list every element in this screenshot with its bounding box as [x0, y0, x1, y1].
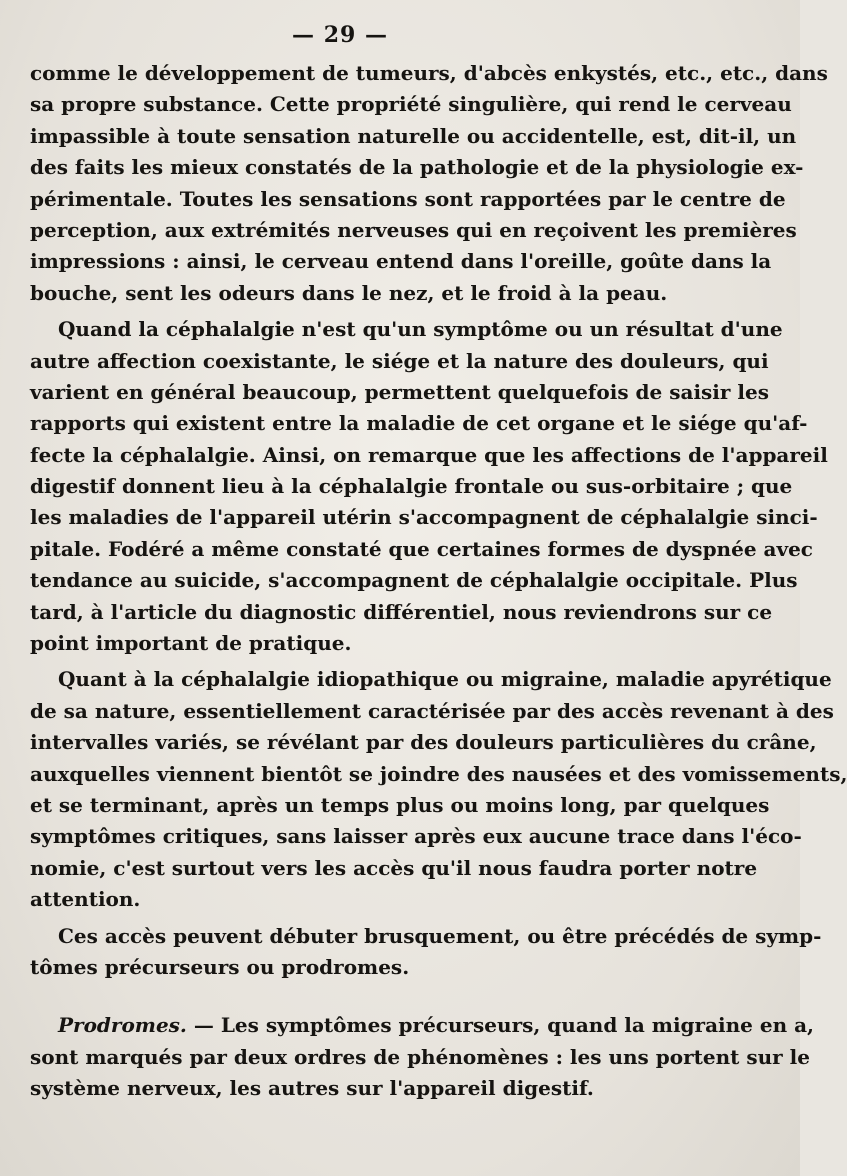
- paragraph-prodromes: [30, 1010, 814, 1104]
- text-line: pitale. Fodéré a même constaté que certaines formes de dyspnée avec: [30, 536, 813, 561]
- text-line: tômes précurseurs ou prodromes.: [30, 954, 410, 979]
- prodromes-first-line: — Les symptômes précurseurs, quand la migraine en a,: [186, 1013, 814, 1038]
- text-line: système nerveux, les autres sur l'appareil digestif.: [30, 1076, 594, 1101]
- text-line: fecte la céphalalgie. Ainsi, on remarque que les affections de l'appareil: [30, 442, 828, 467]
- text-line: digestif donnent lieu à la céphalalgie frontale ou sus-orbitaire ; que: [30, 474, 793, 499]
- text-line: bouche, sent les odeurs dans le nez, et le froid à la peau.: [30, 280, 668, 305]
- text-line: sa propre substance. Cette propriété singulière, qui rend le cerveau: [30, 92, 792, 117]
- paragraph-4: [30, 921, 822, 984]
- paragraph-1: [30, 58, 828, 309]
- text-line: Ces accès peuvent débuter brusquement, ou être précédés de symp-: [58, 923, 822, 948]
- text-line: attention.: [30, 887, 141, 912]
- text-line: Quand la céphalalgie n'est qu'un symptôme ou un résultat d'une: [58, 317, 783, 342]
- text-line: autre affection coexistante, le siége et la nature des douleurs, qui: [30, 348, 769, 373]
- text-line: impressions : ainsi, le cerveau entend dans l'oreille, goûte dans la: [30, 249, 772, 274]
- text-line: intervalles variés, se révélant par des douleurs particulières du crâne,: [30, 730, 817, 755]
- paragraph-3: [30, 664, 847, 915]
- paragraph-gap: [30, 988, 670, 1010]
- text-line: auxquelles viennent bientôt se joindre des nausées et des vomissements,: [30, 761, 847, 786]
- text-line: symptômes critiques, sans laisser après eux aucune trace dans l'éco-: [30, 824, 802, 849]
- text-line: périmentale. Toutes les sensations sont rapportées par le centre de: [30, 186, 786, 211]
- text-line: rapports qui existent entre la maladie de cet organe et le siége qu'af-: [30, 411, 808, 436]
- text-line: des faits les mieux constatés de la pathologie et de la physiologie ex-: [30, 155, 804, 180]
- text-line: les maladies de l'appareil utérin s'accompagnent de céphalalgie sinci-: [30, 505, 818, 530]
- text-line: point important de pratique.: [30, 631, 352, 656]
- text-line: [30, 1010, 814, 1041]
- prodromes-heading: Prodromes.: [58, 1013, 187, 1038]
- text-line: tard, à l'article du diagnostic différentiel, nous reviendrons sur ce: [30, 599, 773, 624]
- text-line: sont marqués par deux ordres de phénomènes : les uns portent sur le: [30, 1044, 810, 1069]
- text-line: et se terminant, après un temps plus ou moins long, par quelques: [30, 792, 770, 817]
- text-line: Quant à la céphalalgie idiopathique ou migraine, maladie apyrétique: [58, 667, 832, 692]
- text-line: varient en général beaucoup, permettent quelquefois de saisir les: [30, 379, 769, 404]
- body-text: [30, 58, 847, 1110]
- text-line: perception, aux extrémités nerveuses qui en reçoivent les premières: [30, 217, 797, 242]
- text-line: impassible à toute sensation naturelle ou accidentelle, est, dit-il, un: [30, 123, 797, 148]
- text-line: nomie, c'est surtout vers les accès qu'il nous faudra porter notre: [30, 855, 758, 880]
- paragraph-2: [30, 314, 828, 659]
- text-line: tendance au suicide, s'accompagnent de céphalalgie occipitale. Plus: [30, 568, 798, 593]
- text-line: de sa nature, essentiellement caractérisée par des accès revenant à des: [30, 698, 834, 723]
- text-line: comme le développement de tumeurs, d'abcès enkystés, etc., etc., dans: [30, 61, 828, 85]
- page-number: — 29 —: [292, 22, 388, 48]
